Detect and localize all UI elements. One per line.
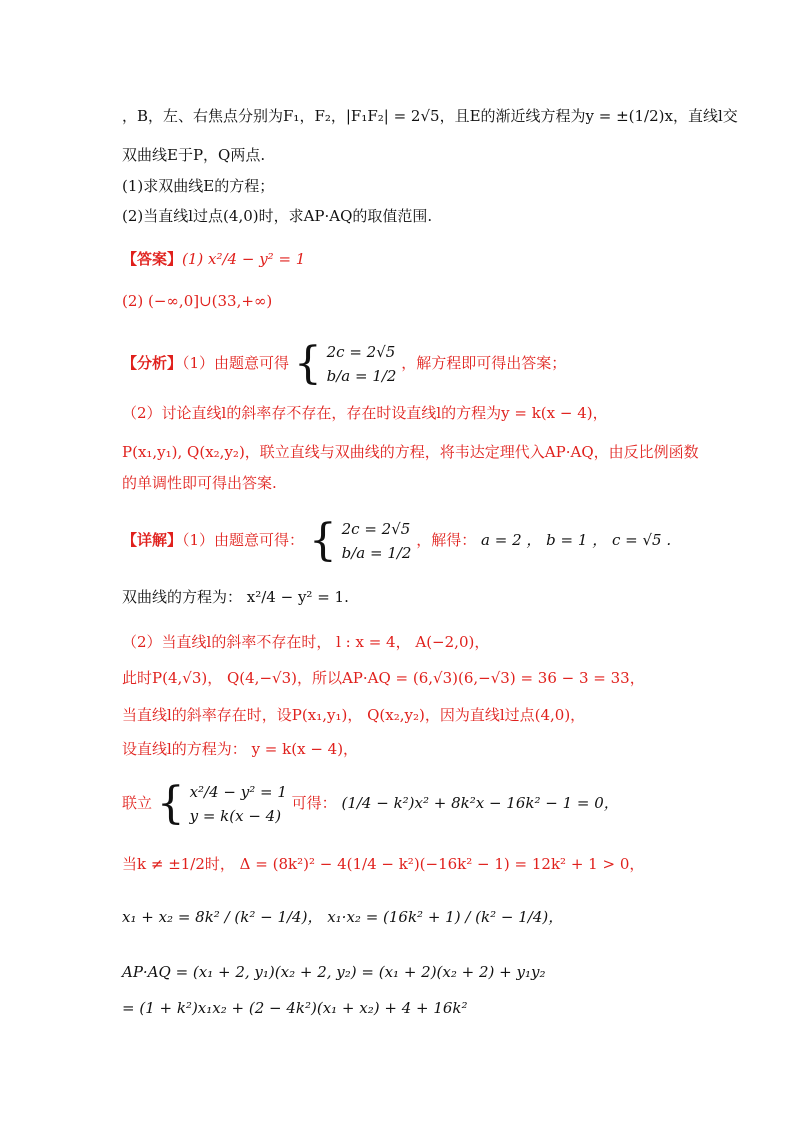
detail-d7-equation: (1/4 − k²)x² + 8k²x − 16k² − 1 = 0，	[341, 794, 619, 812]
brace-symbol: {	[156, 778, 185, 829]
detail-line-11: = (1 + k²)x₁x₂ + (2 − 4k²)(x₁ + x₂) + 4 + 16k²	[122, 999, 468, 1017]
answer-2: (2) (−∞,0]∪(33,+∞)	[122, 292, 273, 310]
detail-line-2	[122, 585, 349, 609]
detail-d1-values: a = 2 ， b = 1 ， c = √5 .	[481, 531, 672, 549]
analysis-line-4: 的单调性即可得出答案.	[122, 474, 277, 492]
detail-line-1	[122, 517, 671, 565]
detail-sys2-eq-2: y = k(x − 4)	[189, 807, 282, 825]
analysis-line-1	[122, 340, 566, 388]
brace-symbol: {	[308, 515, 337, 566]
question-2: (2)当直线l过点(4,0)时，求AP·AQ的取值范围.	[122, 207, 433, 225]
analysis-line-2: （2）讨论直线l的斜率存不存在，存在时设直线l的方程为y = k(x − 4)，	[122, 404, 608, 422]
detail-d7-mid: 可得：	[291, 794, 337, 812]
detail-d2: 双曲线的方程为： x²/4 − y² = 1.	[122, 588, 349, 606]
detail-d1-mid: ，解得：	[416, 531, 477, 549]
detail-line-10: AP·AQ = (x₁ + 2, y₁)(x₂ + 2, y₂) = (x₁ + 2)(x₂ + 2) + y₁y₂	[122, 963, 546, 981]
detail-line-6: 设直线l的方程为： y = k(x − 4)，	[122, 740, 359, 758]
detail-d7-prefix: 联立	[122, 794, 153, 812]
detail-system-2	[190, 780, 287, 828]
detail-line-7	[122, 780, 619, 828]
answer-block	[122, 247, 305, 271]
analysis-label: 【分析】	[122, 354, 183, 372]
question-1: (1)求双曲线E的方程；	[122, 177, 275, 195]
analysis-line-3: P(x₁,y₁), Q(x₂,y₂)，联立直线与双曲线的方程，将韦达定理代入AP·AQ，由反比例函数	[122, 443, 699, 461]
detail-line-9: x₁ + x₂ = 8k² / (k² − 1/4)， x₁·x₂ = (16k² + 1) / (k² − 1/4)，	[122, 908, 564, 926]
problem-line-1: ，B，左、右焦点分别为F₁，F₂，|F₁F₂| = 2√5，且E的渐近线方程为y = ±(1/2)x，直线l交	[122, 107, 738, 125]
detail-d1-prefix: （1）由题意可得：	[182, 531, 305, 549]
analysis-system	[327, 340, 397, 388]
brace-symbol: {	[293, 338, 322, 389]
analysis-sys-eq-2: b/a = 1/2	[326, 367, 397, 385]
detail-line-8: 当k ≠ ±1/2时， Δ = (8k²)² − 4(1/4 − k²)(−16k² − 1) = 12k² + 1 > 0，	[122, 855, 645, 873]
detail-sys2-eq-1: x²/4 − y² = 1	[189, 783, 287, 801]
detail-system-1	[342, 517, 412, 565]
detail-label: 【详解】	[122, 531, 183, 549]
detail-sys1-eq-1: 2c = 2√5	[341, 520, 411, 538]
answer-1: (1) x²/4 − y² = 1	[182, 250, 306, 268]
detail-line-3: （2）当直线l的斜率不存在时， l : x = 4， A(−2,0)，	[122, 633, 490, 651]
analysis-p1-prefix: （1）由题意可得	[182, 354, 290, 372]
problem-line-2: 双曲线E于P，Q两点.	[122, 146, 266, 164]
detail-line-4: 此时P(4,√3)， Q(4,−√3)，所以AP·AQ = (6,√3)(6,−√3) = 36 − 3 = 33，	[122, 669, 645, 687]
detail-line-5: 当直线l的斜率存在时，设P(x₁,y₁)， Q(x₂,y₂)，因为直线l过点(4,0)，	[122, 706, 586, 724]
detail-sys1-eq-2: b/a = 1/2	[341, 544, 412, 562]
analysis-sys-eq-1: 2c = 2√5	[326, 343, 396, 361]
answer-label: 【答案】	[122, 250, 183, 268]
analysis-p1-suffix: ，解方程即可得出答案；	[401, 354, 567, 372]
